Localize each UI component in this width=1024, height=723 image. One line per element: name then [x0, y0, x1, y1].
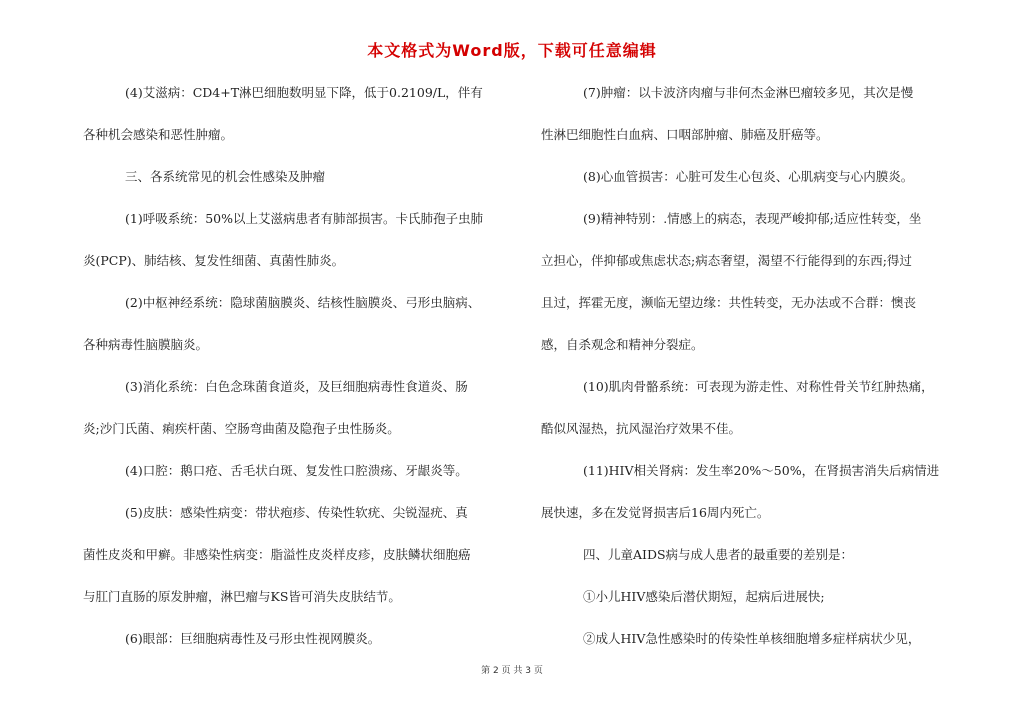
paragraph-line: (2)中枢神经系统：隐球菌脑膜炎、结核性脑膜炎、弓形虫脑病、	[125, 295, 481, 310]
page-number: 第 2 页 共 3 页	[481, 666, 543, 676]
section-heading: 三、各系统常见的机会性感染及肿瘤	[125, 169, 326, 184]
paragraph-line: (3)消化系统：白色念珠菌食道炎，及巨细胞病毒性食道炎、肠	[125, 379, 468, 394]
paragraph-line: 立担心，伴抑郁或焦虑状态;病态奢望，渴望不行能得到的东西;得过	[541, 253, 912, 268]
paragraph-line: 炎(PCP)、肺结核、复发性细菌、真菌性肺炎。	[83, 253, 345, 268]
document-header: 本文格式为Word版，下载可任意编辑	[367, 41, 657, 60]
paragraph-line: (7)肿瘤：以卡波济肉瘤与非何杰金淋巴瘤较多见，其次是慢	[583, 85, 914, 100]
paragraph-line: (4)口腔：鹅口疮、舌毛状白斑、复发性口腔溃疡、牙龈炎等。	[125, 463, 468, 478]
paragraph-line: (1)呼吸系统：50%以上艾滋病患者有肺部损害。卡氏肺孢子虫肺	[125, 211, 483, 226]
list-item: ①小儿HIV感染后潜伏期短，起病后进展快;	[583, 589, 825, 604]
paragraph-line: 炎;沙门氏菌、痢疾杆菌、空肠弯曲菌及隐孢子虫性肠炎。	[83, 421, 400, 436]
paragraph-line: (9)精神特别：.情感上的病态，表现严峻抑郁;适应性转变，坐	[583, 211, 922, 226]
paragraph-line: (11)HIV相关肾病：发生率20%～50%，在肾损害消失后病情进	[583, 463, 940, 478]
paragraph-line: (10)肌肉骨骼系统：可表现为游走性、对称性骨关节红肿热痛，	[583, 379, 934, 394]
paragraph-line: (4)艾滋病：CD4+T淋巴细胞数明显下降，低于0.2109/L，伴有	[125, 85, 483, 100]
paragraph-line: 且过，挥霍无度，濒临无望边缘：共性转变，无办法或不合群：懊丧	[541, 295, 917, 310]
paragraph-line: (5)皮肤：感染性病变：带状疱疹、传染性软疣、尖锐湿疣、真	[125, 505, 468, 520]
section-heading: 四、儿童AIDS病与成人患者的最重要的差别是：	[583, 547, 854, 562]
list-item: ②成人HIV急性感染时的传染性单核细胞增多症样病状少见，	[583, 631, 921, 646]
paragraph-line: 展快速，多在发觉肾损害后16周内死亡。	[541, 505, 770, 520]
paragraph-line: (6)眼部：巨细胞病毒性及弓形虫性视网膜炎。	[125, 631, 381, 646]
right-column	[541, 82, 971, 670]
left-column	[83, 82, 515, 670]
paragraph-line: 感，自杀观念和精神分裂症。	[541, 337, 704, 352]
paragraph-line: 性淋巴细胞性白血病、口咽部肿瘤、肺癌及肝癌等。	[541, 127, 829, 142]
paragraph-line: 菌性皮炎和甲癣。非感染性病变：脂溢性皮炎样皮疹，皮肤鳞状细胞癌	[83, 547, 471, 562]
paragraph-line: 各种机会感染和恶性肿瘤。	[83, 127, 234, 142]
paragraph-line: 与肛门直肠的原发肿瘤，淋巴瘤与KS皆可消失皮肤结节。	[83, 589, 401, 604]
paragraph-line: 各种病毒性脑膜脑炎。	[83, 337, 209, 352]
paragraph-line: (8)心血管损害：心脏可发生心包炎、心肌病变与心内膜炎。	[583, 169, 914, 184]
paragraph-line: 酷似风湿热，抗风湿治疗效果不佳。	[541, 421, 742, 436]
